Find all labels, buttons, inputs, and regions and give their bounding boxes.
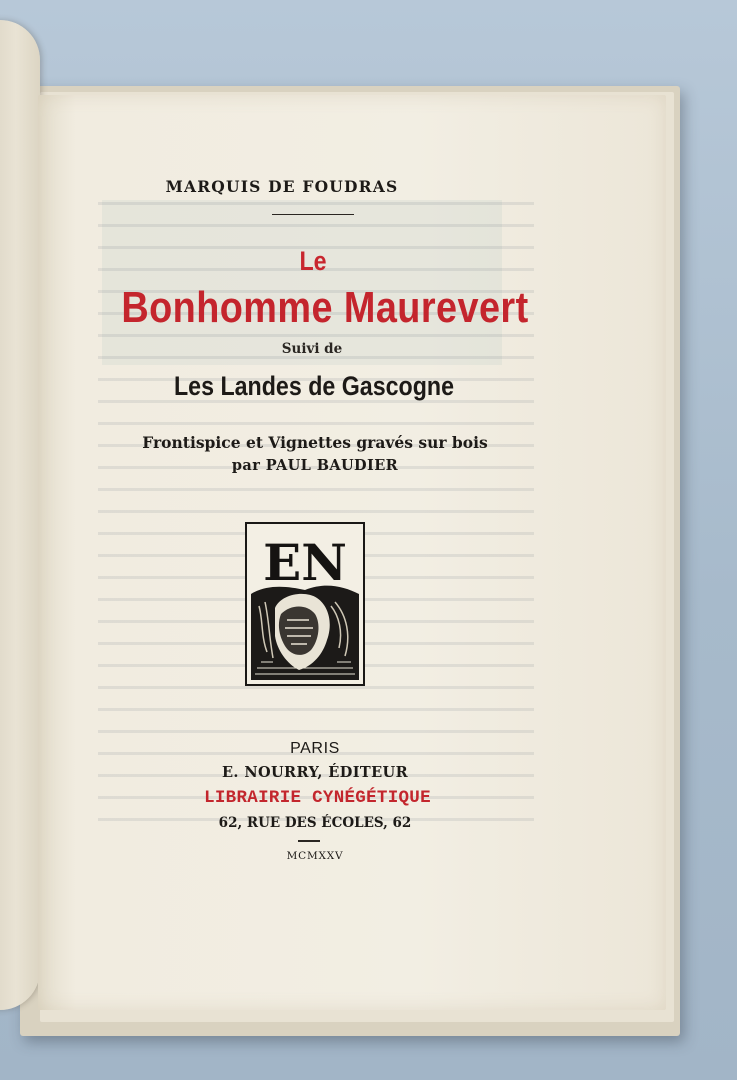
author-name: MARQUIS DE FOUDRAS: [165, 177, 399, 196]
publication-year: MCMXXV: [286, 850, 344, 862]
title-article: Le: [299, 246, 327, 276]
imprint-city: PARIS: [290, 740, 340, 757]
address-divider: [298, 840, 320, 842]
illustrator-name: par PAUL BAUDIER: [231, 457, 399, 474]
publisher-name: E. NOURRY, ÉDITEUR: [221, 764, 409, 781]
vignette-letters: EN: [263, 533, 347, 592]
woodcut-vignette: [245, 522, 365, 686]
suivi-de: Suivi de: [281, 341, 343, 357]
illustration-credit: Frontispice et Vignettes gravés sur bois: [142, 433, 488, 452]
librairie-name: LIBRAIRIE CYNÉGÉTIQUE: [204, 788, 431, 808]
book-subtitle: Les Landes de Gascogne: [173, 371, 455, 401]
vignette-illustration: [247, 524, 363, 684]
author-divider: [272, 214, 354, 215]
left-page-edge: [0, 20, 40, 1010]
book-title: Bonhomme Maurevert: [121, 283, 529, 332]
publisher-address: 62, RUE DES ÉCOLES, 62: [218, 815, 412, 831]
